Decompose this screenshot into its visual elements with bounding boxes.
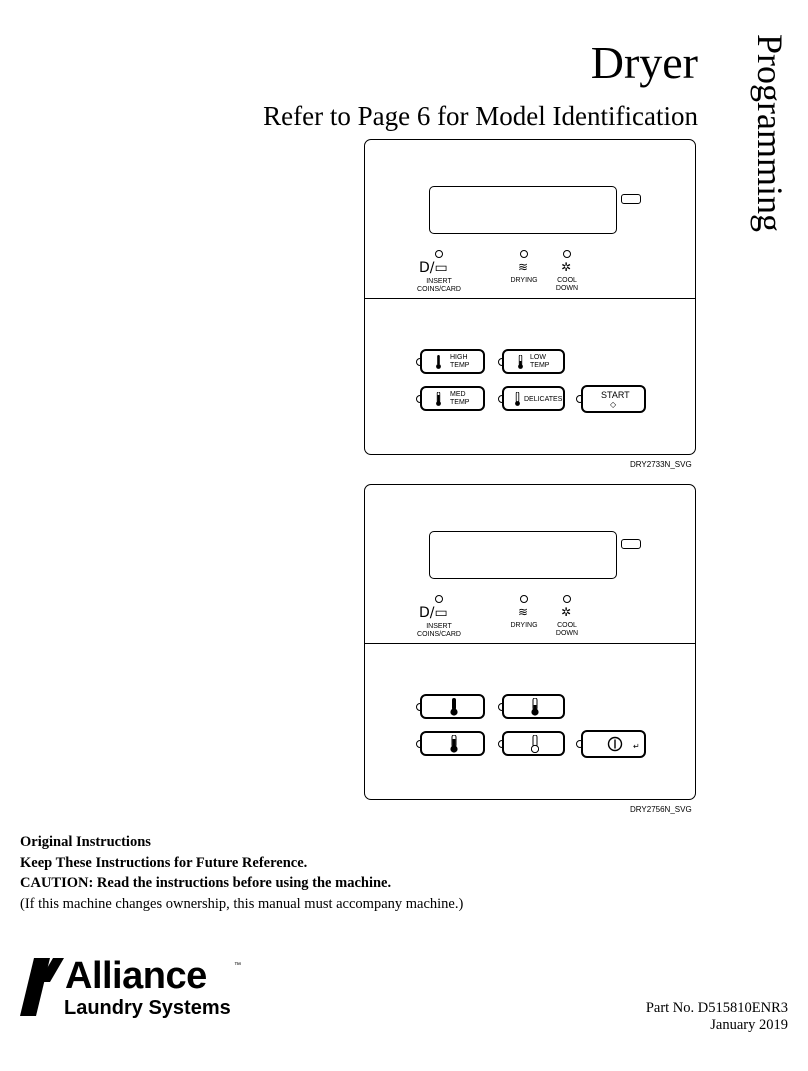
insert-label: INSERT COINS/CARD (417, 623, 461, 638)
coin-card-icon: D/▭ (419, 605, 448, 621)
thermometer-empty-icon (531, 735, 539, 753)
figure-caption-1: DRY2733N_SVG (630, 460, 692, 469)
thermometer-med-icon (436, 392, 441, 406)
med-temp-button[interactable] (420, 386, 485, 411)
thermometer-empty-icon (515, 392, 520, 406)
med-temp-label: MED TEMP (450, 391, 470, 406)
drying-led (520, 250, 528, 258)
page-subtitle: Refer to Page 6 for Model Identification (263, 101, 698, 131)
delicates-button[interactable] (502, 386, 565, 411)
heat-waves-icon: ≋ (518, 605, 529, 619)
part-number-block (646, 1000, 788, 1034)
start-diamond-icon: ◇ (610, 400, 617, 409)
high-temp-label: HIGH TEMP (450, 354, 470, 369)
trademark-mark: ™ (234, 962, 241, 969)
insert-label: INSERT COINS/CARD (417, 278, 461, 293)
thermometer-full-icon (436, 355, 441, 369)
heat-waves-icon: ≋ (518, 260, 529, 274)
side-tab-programming (740, 34, 790, 244)
brand-tagline: Laundry Systems (64, 997, 231, 1019)
cool-down-led (563, 595, 571, 603)
publication-date: January 2019 (710, 1017, 788, 1033)
ownership-note: (If this machine changes ownership, this manual must accompany machine.) (20, 895, 464, 912)
delicates-label: DELICATES (524, 396, 563, 403)
instructions-block (20, 832, 463, 914)
page-title: Dryer (590, 37, 698, 88)
insert-led (435, 595, 443, 603)
thermometer-med-icon (450, 735, 458, 753)
control-panel-iconic (364, 484, 696, 800)
control-panel-labeled (364, 139, 696, 455)
card-reader-slot (621, 194, 641, 204)
low-temp-button[interactable] (502, 349, 565, 374)
caution-line: CAUTION: Read the instructions before using the machine. (20, 875, 392, 891)
high-temp-button[interactable] (420, 349, 485, 374)
display-window (429, 531, 617, 579)
keep-instructions: Keep These Instructions for Future Reference. (20, 854, 308, 871)
start-power-icon (607, 736, 623, 752)
low-temp-label: LOW TEMP (530, 354, 550, 369)
insert-led (435, 250, 443, 258)
figure-caption-2: DRY2756N_SVG (630, 805, 692, 814)
drying-led (520, 595, 528, 603)
panel-divider (365, 643, 695, 644)
med-temp-button[interactable] (420, 731, 485, 756)
original-instructions: Original Instructions (20, 834, 151, 850)
start-button[interactable] (581, 730, 646, 758)
part-number: Part No. D515810ENR3 (645, 1000, 788, 1016)
drying-label: DRYING (510, 277, 538, 284)
drying-label: DRYING (510, 622, 538, 629)
side-tab-label: Programming (750, 34, 790, 232)
thermometer-low-icon (518, 355, 523, 369)
thermometer-low-icon (531, 698, 539, 716)
low-temp-button[interactable] (502, 694, 565, 719)
high-temp-button[interactable] (420, 694, 485, 719)
cool-down-label: COOL DOWN (555, 622, 579, 637)
coin-card-icon: D/▭ (419, 260, 448, 276)
card-reader-slot (621, 539, 641, 549)
display-window (429, 186, 617, 234)
cool-down-label: COOL DOWN (555, 277, 579, 292)
snowflake-icon: ✲ (561, 605, 572, 619)
start-label: START (601, 390, 630, 400)
alliance-logo (20, 955, 260, 1024)
alliance-slash-icon (20, 958, 64, 1016)
enter-arrow-icon: ↵ (633, 742, 640, 751)
cool-down-led (563, 250, 571, 258)
snowflake-icon: ✲ (561, 260, 572, 274)
brand-name: Alliance (65, 955, 207, 997)
delicates-button[interactable] (502, 731, 565, 756)
start-button[interactable] (581, 385, 646, 413)
thermometer-full-icon (450, 698, 458, 716)
panel-divider (365, 298, 695, 299)
